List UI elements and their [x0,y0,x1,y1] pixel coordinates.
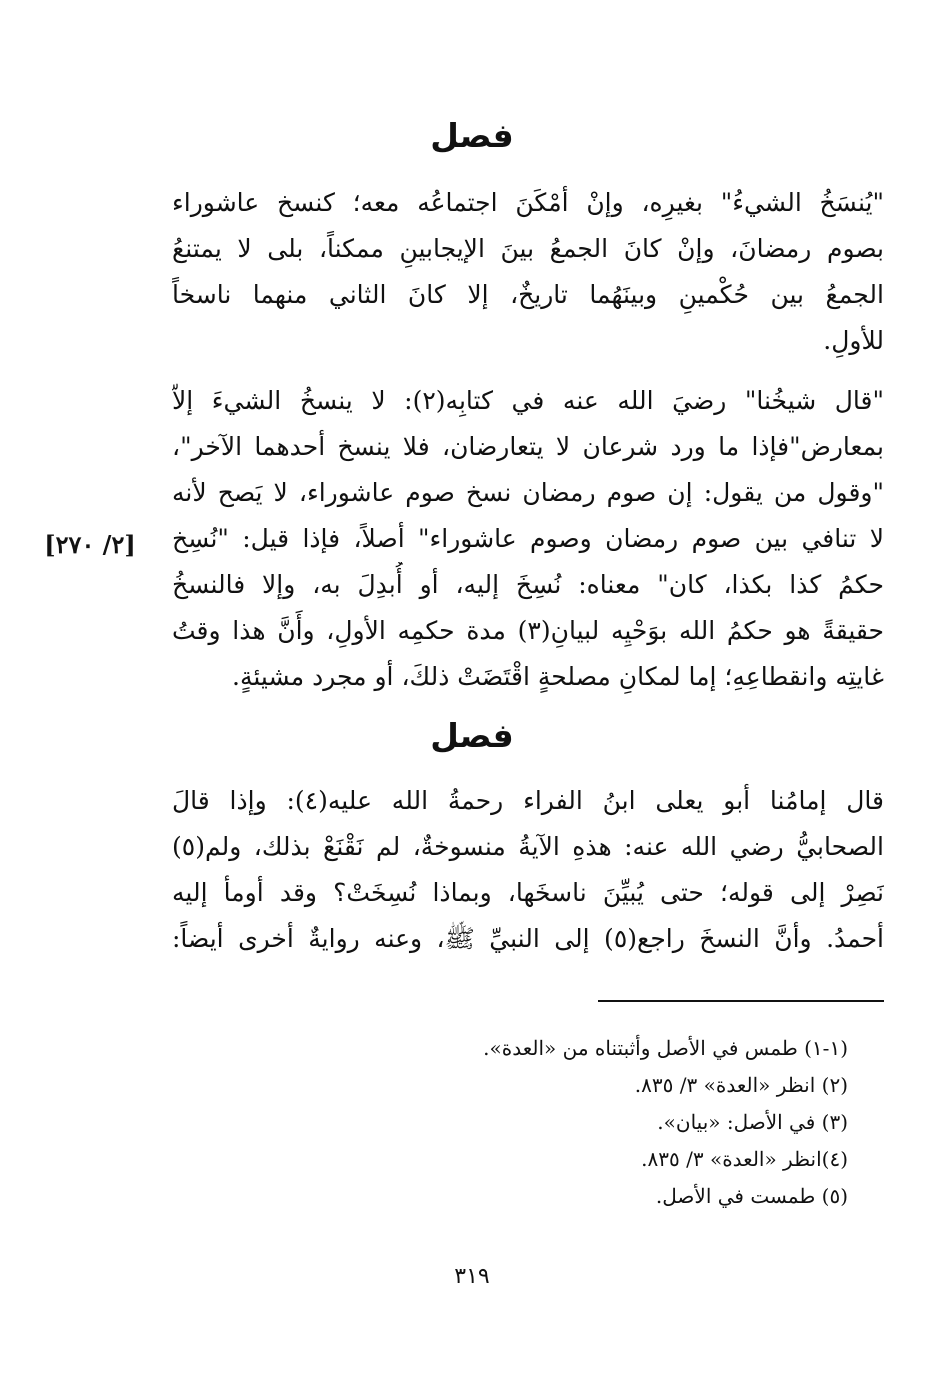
paragraph-abrogation-rule [172,180,884,364]
text-line: بمعارض"فإذا ما ورد شرعان لا يتعارضان، فلا ينسخ أحدهما الآخر"، [172,432,884,461]
manuscript-folio-reference: [٢/ ٢٧٠] [44,530,136,559]
text-line: "قال شيخُنا" رضيَ الله عنه في كتابِه(٢): لا ينسخُ الشيءَ إلاّ [172,386,884,415]
footnote: (٣) في الأصل: «بيان». [657,1110,848,1134]
text-line: حقيقةً هو حكمُ الله بوَحْيِه لبيانِ(٣) مدة حكمِه الأولِ، وأَنَّ هذا وقتُ [172,616,884,645]
footnote-separator [598,1000,884,1002]
paragraph-shaykh-quote [172,378,884,700]
text-line: للأولِ. [823,326,884,355]
section-heading: فصل [430,116,514,155]
text-line: أحمدُ. وأنَّ النسخَ راجع(٥) إلى النبيِّ ﷺ، وعنه روايةٌ أخرى أيضاً: [172,924,884,953]
footnotes [300,1030,848,1215]
footnote: (٢) انظر «العدة» ٣/ ٨٣٥. [634,1073,848,1097]
page-number: ٣١٩ [454,1264,490,1289]
section-heading: فصل [430,716,514,755]
footnote: (٤)انظر «العدة» ٣/ ٨٣٥. [641,1147,848,1171]
text-line: نَصِرْ إلى قوله؛ حتى يُبيِّنَ ناسخَها، وبماذا نُسِخَتْ؟ وقد أومأ إليه [172,878,884,907]
text-line: الجمعُ بين حُكْمينِ وبينَهُما تاريخٌ، إلا كانَ الثاني منهما ناسخاً [172,280,884,309]
text-line: بصوم رمضانَ، وإنْ كانَ الجمعُ بينَ الإيجابينِ ممكناً، بلى لا يمتنعُ [172,234,884,263]
footnote: (٥) طمست في الأصل. [655,1184,848,1208]
paragraph-abu-yala [172,778,884,962]
text-line: "وقول من يقول: إن صوم رمضان نسخ صوم عاشوراء، لا يَصح لأنه [172,478,884,507]
text-line: قال إمامُنا أبو يعلى ابنُ الفراء رحمةُ الله عليه(٤): وإذا قالَ [172,786,884,815]
text-line: الصحابيُّ رضي الله عنه: هذهِ الآيةُ منسوخةٌ، لم نَقْنَعْ بذلك، ولم(٥) [172,832,884,861]
text-line: غايتِه وانقطاعِهِ؛ إما لمكانِ مصلحةٍ اقْتَضَتْ ذلكَ، أو مجرد مشيئةٍ. [232,662,884,691]
text-line: حكمُ كذا بكذا، كان" معناه: نُسِخَ إليه، أو أُبدِلَ به، وإلا فالنسخُ [172,570,884,599]
footnote: (١-١) طمس في الأصل وأثبتناه من «العدة». [483,1036,848,1060]
text-line: لا تنافي بين صوم رمضان وصوم عاشوراء" أصلاً، فإذا قيل: "نُسِخ [172,524,884,553]
text-line: "يُنسَخُ الشيءُ" بغيرِه، وإنْ أمْكَنَ اجتماعُه معه؛ كنسخ عاشوراء [172,188,884,217]
